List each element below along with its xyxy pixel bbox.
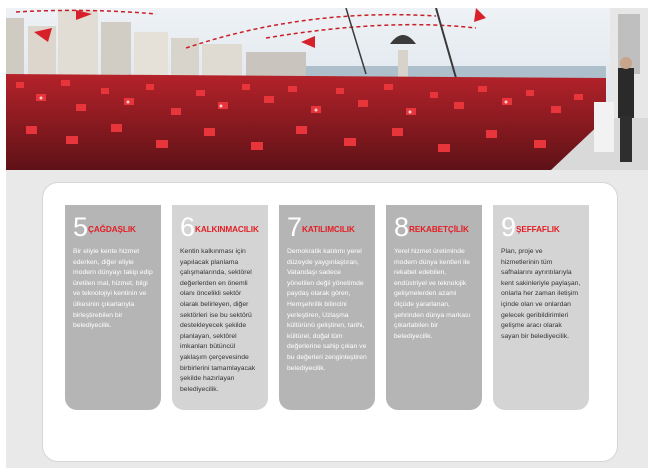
card-body: Demokratik katılımı yerel düzeyde yaygınlaştıran, Vatandaşı sadece yönetilen değil yönetimde paydaş olarak gören, Hemşehrilik bilincini yerleştiren, Uzlaşma kültürünü geliştiren, tarihi, kültürel, doğal tüm değerlerine sahip çıkan ve bu değerleri zenginleştiren belediyecilik. xyxy=(287,248,367,372)
rally-crowd-photo xyxy=(6,8,648,170)
card-header xyxy=(501,212,581,242)
card-title: REKABETÇİLİK xyxy=(409,225,469,234)
card-number: 8 xyxy=(394,212,409,242)
card-header xyxy=(287,212,367,242)
card-header xyxy=(180,212,260,242)
card-title: ŞEFFAFLIK xyxy=(516,225,560,234)
card-kalkinmacilik xyxy=(172,205,268,410)
card-number: 6 xyxy=(180,212,195,242)
card-seffaflik xyxy=(493,205,589,410)
card-number: 5 xyxy=(73,212,88,242)
card-katilimcilik xyxy=(279,205,375,410)
card-title: KALKINMACILIK xyxy=(195,225,259,234)
card-rekabetcilik xyxy=(386,205,482,410)
card-header xyxy=(394,212,474,242)
card-title: KATILIMCILIK xyxy=(302,225,355,234)
card-number: 9 xyxy=(501,212,516,242)
card-body: Plan, proje ve hizmetlerinin tüm safhalarını ayrıntılarıyla kent sakinleriyle paylaşan, onlarla her zaman iletişim içinde olan ve onlardan gelecek geribildirimleri gelişme aracı olarak sayan bir belediyecilik. xyxy=(501,248,581,340)
card-body: Kentin kalkınması için yapılacak planlama çalışmalarında, sektörel değerlerden en önemli olanı öncelikli sektör olarak belirleyen, diğer sektörleri ise bu sektörü destekleyecek şekilde planlayan, sektörel imkanları bütüncül yaklaşım çerçevesinde birbirlerini tamamlayacak şekilde hazırlayan belediyecilik. xyxy=(180,248,256,393)
card-header xyxy=(73,212,153,242)
card-cagdaslik xyxy=(65,205,161,410)
card-title: ÇAĞDAŞLIK xyxy=(88,225,136,234)
card-body: Yerel hizmet üretiminde modern dünya kentleri ile rekabet edebilen, endüstriyel ve teknolojik gelişmelerden azami ölçüde yararlanan, şehrinden dünya markası çıkartabilen bir belediyecilik. xyxy=(394,248,471,340)
card-number: 7 xyxy=(287,212,302,242)
card-body: Bir eliyle kente hizmet ederken, diğer eliyle modern dünyayı takip edip üretilen mal, hizmet, bilgi ve teknolojiyi kentinin ve ülkesinin çıkarlarıyla birleştirebilen bir belediyecilik. xyxy=(73,248,153,330)
